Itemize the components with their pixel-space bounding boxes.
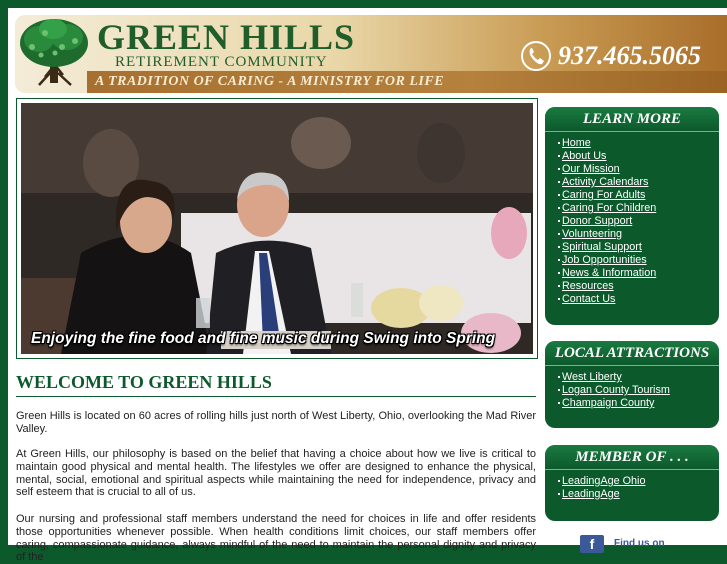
link-leadingage[interactable]: LeadingAge [558,488,719,501]
nav-link-caring-for-children[interactable]: Caring For Children [558,202,719,215]
nav-link-volunteering[interactable]: Volunteering [558,228,719,241]
nav-link-news-information[interactable]: News & Information [558,267,719,280]
nav-link-contact-us[interactable]: Contact Us [558,293,719,306]
nav-link-activity-calendars[interactable]: Activity Calendars [558,176,719,189]
site-title: GREEN HILLS [97,17,356,57]
member-of-title: MEMBER OF . . . [545,445,719,470]
local-attractions-title: LOCAL ATTRACTIONS [545,341,719,366]
tree-logo-icon [17,17,91,89]
header-banner[interactable] [15,15,727,93]
member-of-list [545,470,719,501]
link-leadingage-ohio[interactable]: LeadingAge Ohio [558,475,719,488]
site-subtitle: RETIREMENT COMMUNITY [115,54,328,70]
local-attractions-list [545,366,719,410]
nav-link-spiritual-support[interactable]: Spiritual Support [558,241,719,254]
link-champaign-county[interactable]: Champaign County [558,397,719,410]
learn-more-box [545,107,719,325]
nav-link-about-us[interactable]: About Us [558,150,719,163]
facebook-text: Find us on [614,538,665,549]
facebook-link[interactable] [580,535,665,553]
learn-more-list [545,132,719,306]
welcome-heading: WELCOME TO GREEN HILLS [16,372,536,397]
phone-icon [520,40,552,72]
nav-link-job-opportunities[interactable]: Job Opportunities [558,254,719,267]
nav-link-resources[interactable]: Resources [558,280,719,293]
hero-photo [21,103,533,354]
member-of-box [545,445,719,521]
phone-contact[interactable] [520,40,701,72]
welcome-paragraph-1: Green Hills is located on 60 acres of rolling hills just north of West Liberty, Ohio, overlooking the Mad River Valley. [16,410,536,435]
nav-link-donor-support[interactable]: Donor Support [558,215,719,228]
event-photo-image [21,103,533,354]
welcome-paragraph-3: Our nursing and professional staff members understand the need for choices in life and offer residents those opportunities whenever possible. When health conditions limit choices, our staff members offer caring, compassionate guidance, always mindful of the need to maintain the personal dignity and privacy of the [16,513,536,564]
hero-photo-frame [16,98,538,359]
local-attractions-box [545,341,719,428]
nav-link-our-mission[interactable]: Our Mission [558,163,719,176]
link-logan-county-tourism[interactable]: Logan County Tourism [558,384,719,397]
link-west-liberty[interactable]: West Liberty [558,371,719,384]
facebook-icon: f [580,535,604,553]
phone-number: 937.465.5065 [558,41,701,70]
site-tagline: A TRADITION OF CARING - A MINISTRY FOR LIFE [95,74,445,89]
nav-link-home[interactable]: Home [558,137,719,150]
nav-link-caring-for-adults[interactable]: Caring For Adults [558,189,719,202]
hero-caption: Enjoying the fine food and fine music during Swing into Spring [31,330,496,347]
page-body [8,8,727,564]
welcome-paragraph-2: At Green Hills, our philosophy is based on the belief that having a choice about how we live is critical to maintain good physical and mental health. The lifestyles we offer are designed to enhance the physical, mental, social, emotional and spiritual aspects while maintaining the need for independence, privacy and self esteem that is crucial to all of us. [16,448,536,499]
learn-more-title: LEARN MORE [545,107,719,132]
